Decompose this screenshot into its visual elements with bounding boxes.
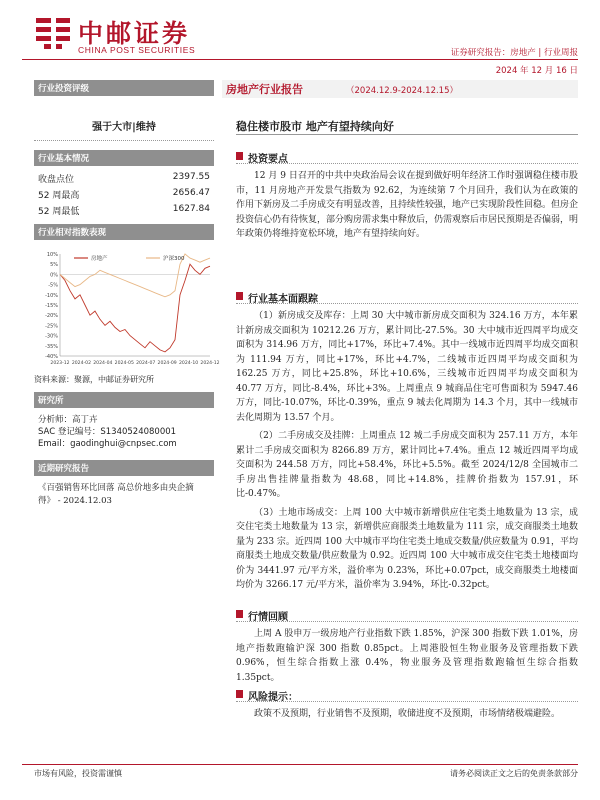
y-tick-label: -10%: [45, 292, 58, 299]
series-line-0: [60, 264, 210, 352]
info-value: 2397.55: [172, 172, 210, 182]
footer-rule: [22, 764, 578, 765]
analyst-info: [38, 414, 214, 450]
x-tick-label: 2024-12: [200, 361, 220, 366]
paragraph: （3）土地市场成交：上周 100 大中城市新增供应住宅类土地数量为 13 宗，成交住宅类土地数量为 13 宗，新增供应商服类土地数量为 111 宗，成交商服类土地数量为 233 宗。近四周 100 大中城市平均住宅类土地成交数量/供应数量为 0.91，平均商服类土地成交数量/供应数量为 0.92。近四周 100 大中城市成交住宅类土地楼面均价为 3441.97 元/平方米，溢价率为 0.23%，环比+0.07pct，成交商服类土地楼面均价为 3266.17 元/平方米，溢价率为 3.94%，环比-0.32pct。: [236, 507, 578, 590]
x-tick-label: 2024-02: [71, 361, 92, 366]
y-tick-label: -30%: [45, 333, 58, 340]
brand-name-en: CHINA POST SECURITIES: [78, 45, 196, 55]
y-tick-label: -35%: [45, 343, 58, 350]
section-heading: 行情回顾: [236, 608, 578, 622]
section-key-points: [236, 150, 578, 242]
y-tick-label: -25%: [45, 323, 58, 330]
relative-index-chart: [34, 248, 220, 370]
x-tick-label: 2024-05: [114, 361, 134, 366]
section-heading: 行业基本面跟踪: [236, 290, 578, 304]
legend-label: 沪深300: [163, 256, 185, 262]
paragraph: （1）新房成交及库存：上周 30 大中城市新房成交面积为 324.16 万方，本年累计新房成交面积为 10212.26 万方，累计同比-27.5%。30 大中城市近四周平均成交面积为 314.96 万方，同比+17%，环比+7.4%。其中一线城市近四周平均成交面积为 111.94 万方，同比+17%，环比+4.7%，二线城市近四周平均成交面积为 162.25 万方，同比+25.8%，环比+10.6%，三线城市近四周平均成交面积为 40.77 万方，同比-8.4%，环比+3%。上周重点 9 城商品住宅可售面积为 5947.46 万方，同比-10.07%，环比-0.39%，重点 9 城去化周期为 14.3 个月，其中一线城市去化周期为 13.57 个月。: [236, 311, 578, 423]
legend-label: 房地产: [91, 256, 108, 262]
series-line-1: [60, 254, 210, 297]
report-range: （2024.12.9-2024.12.15）: [346, 86, 458, 96]
x-tick-label: 2024-10: [178, 361, 199, 366]
report-category: 证券研究报告：房地产 | 行业周报: [450, 48, 578, 58]
y-tick-label: -15%: [45, 303, 58, 309]
y-tick-label: 10%: [46, 252, 58, 258]
analyst-name: 分析师：高丁卉: [38, 415, 98, 425]
recent-reports-header: 近期研究报告: [34, 460, 214, 476]
section-market-review: [236, 608, 578, 685]
header-rule: [22, 59, 578, 60]
brand-name-cn: 中邮证券: [78, 19, 191, 48]
divider: [34, 140, 214, 141]
basic-info-header: 行业基本情况: [34, 150, 214, 166]
brand-logo: [34, 14, 234, 56]
y-tick-label: 0%: [50, 272, 58, 279]
footer-disclaimer: 市场有风险，投资需谨慎: [34, 769, 122, 778]
section-heading: 风险提示：: [236, 688, 578, 702]
paragraph: 上周 A 股申万一级房地产行业指数下跌 1.85%，沪深 300 指数下跌 1.01%，房地产指数跑输沪深 300 指数 0.85pct。上周港股恒生物业服务及管理指数下跌 0.96%，恒生综合指数上涨 0.4%，物业服务及管理指数跑输恒生综合指数 1.35pct。: [236, 629, 578, 683]
info-row-52w-high: [38, 188, 210, 202]
y-tick-label: -5%: [48, 282, 58, 289]
analyst-header: 研究所: [34, 392, 214, 408]
info-row-52w-low: [38, 204, 210, 218]
paragraph: （2）二手房成交及挂牌：上周重点 12 城二手房成交面积为 257.11 万方，本年累计二手房成交面积为 8266.89 万方，累计同比+7.4%。重点 12 城近四周平均成交面积为 244.58 万方，同比+58.4%，环比+5.5%。截至 2024/12/8 全国城市二手房出售挂牌量指数为 48.68，同比+14.8%，挂牌价指数为 157.91，环比-0.47%。: [236, 431, 578, 499]
recent-report-link[interactable]: 《百强销售环比回落 高总价地多由央企摘得》 - 2024.12.03: [38, 483, 194, 506]
chart-source: 资料来源：聚源，中邮证券研究所: [34, 375, 154, 384]
section-heading: 投资要点: [236, 150, 578, 164]
china-post-logo-icon: [34, 14, 72, 52]
report-title: 房地产行业报告: [226, 83, 303, 96]
info-label: 52 周最低: [38, 207, 80, 217]
paragraph: 12 月 9 日召开的中共中央政治局会议在提到做好明年经济工作时强调稳住楼市股市，11 月房地产开发景气指数为 92.62，为连续第 7 个月回升，我们认为在政策的作用下新房及二手房成交有明显改善，且持续性较强，地产已实现阶段性回稳。但房企投资信心仍有待恢复，部分购房需求集中释放后，仍需观察后市居民预期是否偏弱，明年政策仍将维持宽松环境，地产有望持续向好。: [236, 171, 579, 239]
section-risk: [236, 688, 578, 722]
y-tick-label: 5%: [50, 262, 58, 269]
report-date: 2024 年 12 月 16 日: [495, 66, 578, 76]
paragraph: 政策不及预期，行业销售不及预期，收储进度不及预期，市场情绪极端避险。: [254, 709, 561, 719]
info-label: 收盘点位: [38, 175, 75, 185]
info-value: 1627.84: [172, 204, 210, 214]
relative-index-header: 行业相对指数表现: [34, 224, 214, 240]
x-tick-label: 2024-09: [157, 361, 177, 366]
x-tick-label: 2024-04: [93, 361, 113, 366]
rating-header: 行业投资评级: [34, 80, 214, 96]
y-tick-label: -20%: [45, 313, 58, 320]
info-row-close: [38, 172, 210, 186]
y-tick-label: -40%: [45, 354, 58, 360]
info-value: 2656.47: [172, 188, 210, 198]
analyst-email: Email：gaodinghui@cnpsec.com: [38, 439, 177, 449]
section-fundamentals: [236, 290, 578, 593]
subtitle-rule: [236, 134, 578, 135]
report-subtitle: 稳住楼市股市 地产有望持续向好: [236, 120, 394, 133]
footer-notice: 请务必阅读正文之后的免责条款部分: [450, 769, 578, 778]
info-label: 52 周最高: [38, 191, 80, 201]
analyst-sac: SAC 登记编号：S1340524080001: [38, 427, 177, 437]
x-tick-label: 2024-07: [136, 361, 156, 366]
x-tick-label: 2023-12: [50, 361, 70, 366]
industry-rating: 强于大市|维持: [92, 122, 156, 133]
